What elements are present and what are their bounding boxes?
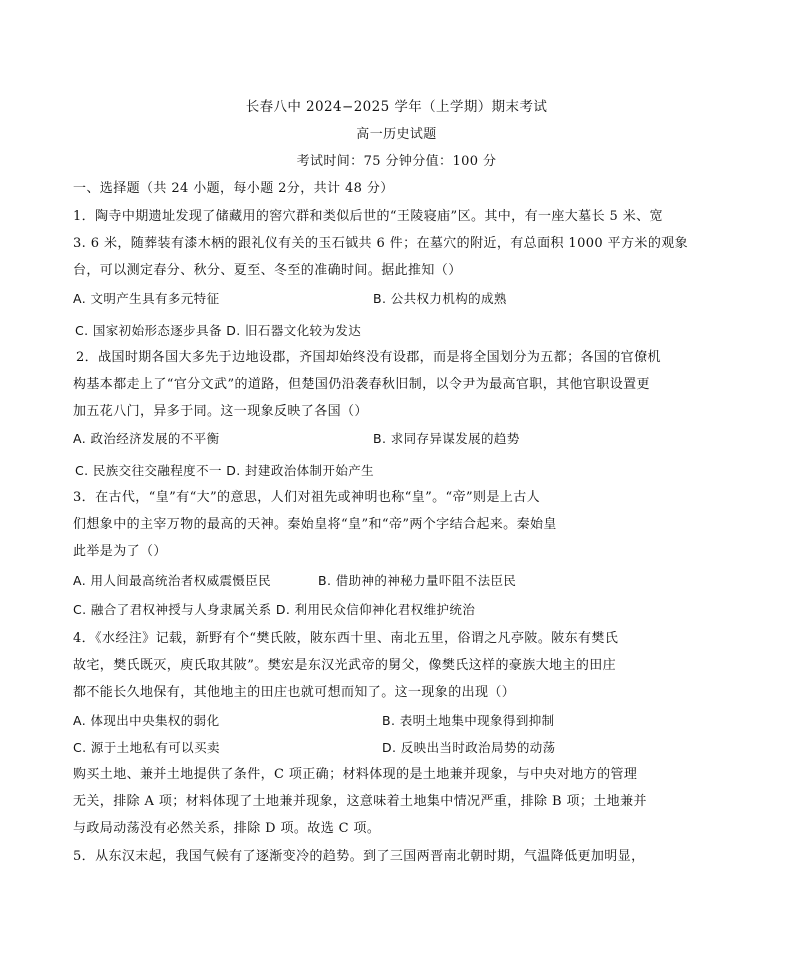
question-3-option-b: B. 借助神的神秘力量吓阻不法臣民 [318,573,517,588]
question-3-option-cd: C. 融合了君权神授与人身隶属关系 D. 利用民众信仰神化君权维护统治 [73,602,476,617]
question-2-option-a: A. 政治经济发展的不平衡 [73,431,220,446]
question-4-option-d: D. 反映出当时政治局势的动荡 [382,740,556,755]
question-2-option-b: B. 求同存异谋发展的趋势 [373,431,520,446]
exam-title: 长春八中 2024−2025 学年（上学期）期末考试 [245,99,548,115]
explanation-line-2: 无关，排除 A 项；材料体现了土地兼并现象，这意味着土地集中情况严重，排除 B 项；土地兼并 [73,794,647,809]
exam-info: 考试时间：75 分钟分值：100 分 [296,154,497,169]
question-4-option-a: A. 体现出中央集权的弱化 [73,713,220,728]
question-3-line-3: 此举是为了（） [73,544,167,559]
question-4-option-b: B. 表明土地集中现象得到抑制 [382,713,555,728]
question-5-line-1: 5．从东汉末起，我国气候有了逐渐变冷的趋势。到了三国两晋南北朝时期，气温降低更加明显， [73,849,645,864]
question-4-line-1: 4．《水经注》记载，新野有个“樊氏陂，陂东西十里、南北五里，俗谓之凡亭陂。陂东有樊氏 [73,631,619,646]
explanation-line-3: 与政局动荡没有必然关系，排除 D 项。故选 C 项。 [73,821,381,836]
question-1-line-3: 台，可以测定春分、秋分、夏至、冬至的准确时间。据此推知（） [73,263,462,278]
question-3-line-1: 3．在古代，“皇”有“大”的意思，人们对祖先或神明也称“皇”。“帝”则是上古人 [73,490,541,505]
question-1-option-cd: C. 国家初始形态逐步具备 D. 旧石器文化较为发达 [75,323,362,338]
question-4-option-c: C. 源于土地私有可以买卖 [73,740,220,755]
question-4-line-3: 都不能长久地保有，其他地主的田庄也就可想而知了。这一现象的出现（） [73,685,516,700]
question-1-line-1: 1．陶寺中期遗址发现了储藏用的窖穴群和类似后世的“王陵寝庙”区。其中，有一座大墓长 5 米、宽 [73,209,663,224]
explanation-line-1: 购买土地、兼并土地提供了条件，C 项正确；材料体现的是土地兼并现象，与中央对地方的管理 [73,767,638,782]
exam-subject: 高一历史试题 [356,127,437,142]
section-heading: 一、选择题（共 24 小题，每小题 2分，共计 48 分） [73,181,394,196]
question-1-option-b: B. 公共权力机构的成熟 [373,291,507,306]
question-2-line-1: 2．战国时期各国大多先于边地设郡，齐国却始终没有设郡，而是将全国划分为五都；各国的官僚机 [76,350,661,365]
question-2-option-cd: C. 民族交往交融程度不一 D. 封建政治体制开始产生 [75,463,375,478]
question-2-line-2: 构基本都走上了“官分文武”的道路，但楚国仍沿袭春秋旧制，以令尹为最高官职，其他官职设置更 [73,377,650,392]
question-4-line-2: 故宅，樊氏既灭，庾氏取其陂”。樊宏是东汉光武帝的舅父，像樊氏这样的豪族大地主的田庄 [73,658,617,673]
question-2-line-3: 加五花八门，异多于同。这一现象反映了各国（） [73,404,368,419]
question-1-line-2: 3. 6 米，随葬装有漆木柄的跟礼仪有关的玉石钺共 6 件；在墓穴的附近，有总面积 1000 平方米的观象 [73,236,689,251]
question-1-option-a: A. 文明产生具有多元特征 [73,291,220,306]
question-3-line-2: 们想象中的主宰万物的最高的天神。秦始皇将“皇”和“帝”两个字结合起来。秦始皇 [73,517,557,532]
question-3-option-a: A. 用人间最高统治者权威震慑臣民 [73,573,272,588]
